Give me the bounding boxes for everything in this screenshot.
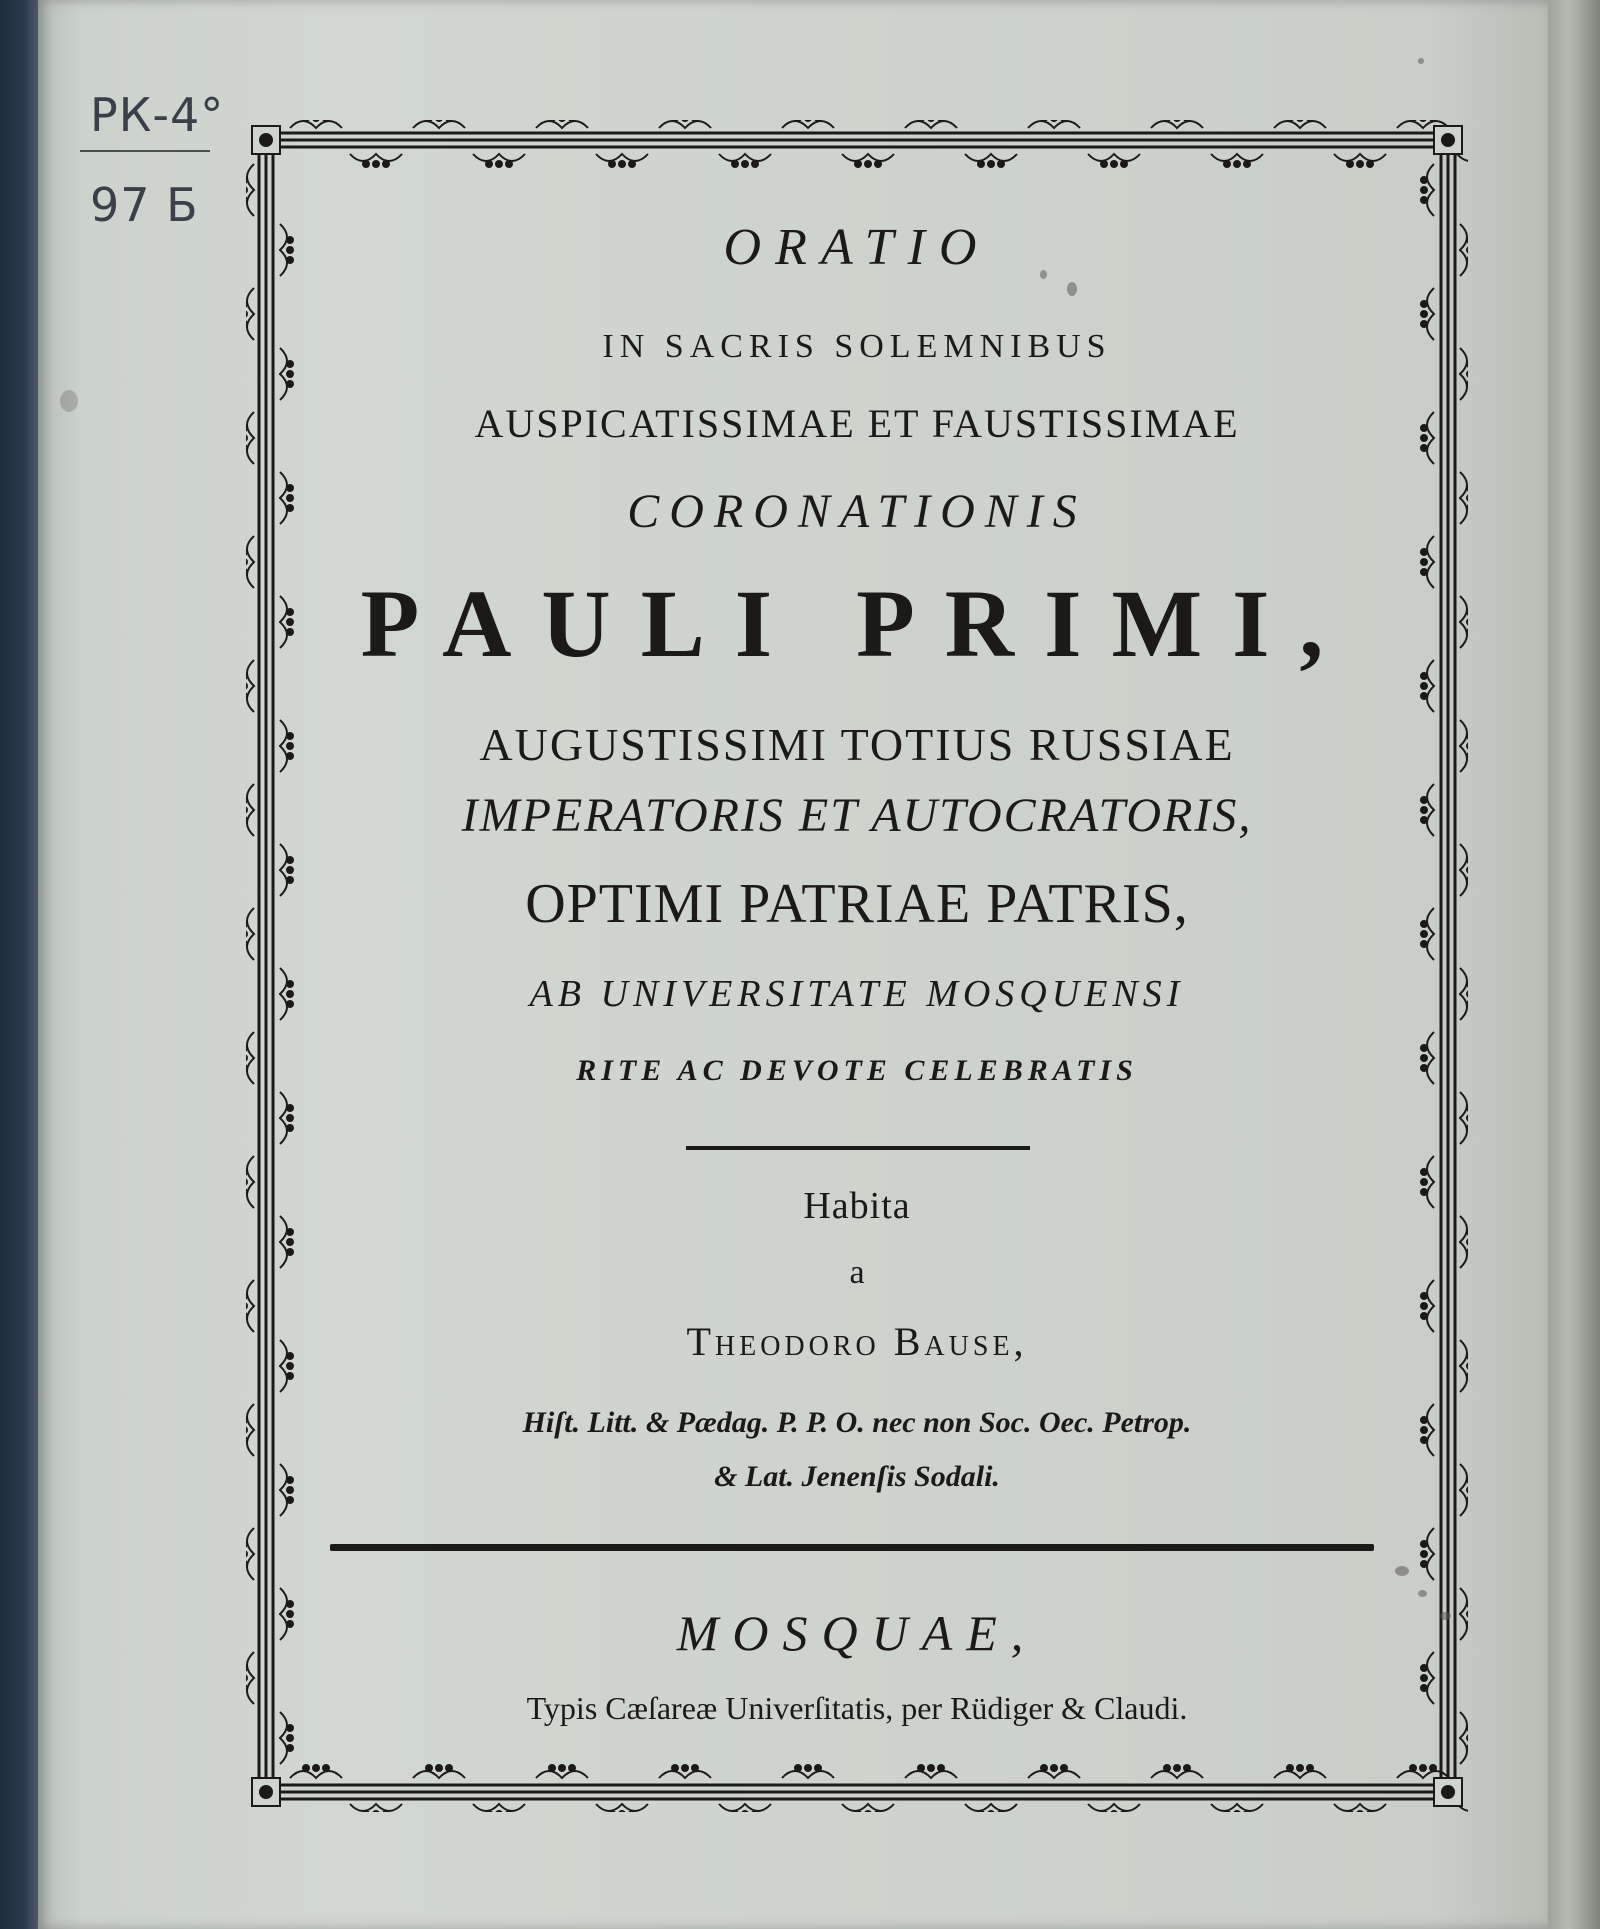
flower-bud-icon — [1466, 990, 1468, 998]
author-titles-line-2: & Lat. Jenenſis Sodali. — [714, 1460, 1000, 1493]
flower-ornament-icon — [247, 1404, 254, 1456]
short-divider-rule — [686, 1146, 1030, 1150]
flower-bud-icon — [246, 1426, 248, 1434]
corner-rosette-center-icon — [1441, 1785, 1455, 1799]
flower-ornament-icon — [1460, 472, 1467, 524]
flower-bud-icon — [246, 682, 248, 690]
flower-ornament-icon — [1460, 844, 1467, 896]
flower-ornament-icon — [247, 412, 254, 464]
shelf-mark-line-2: 97 Б — [90, 178, 199, 232]
subtitle-in-sacris: IN SACRIS SOLEMNIBUS — [602, 328, 1112, 365]
corner-rosette-center-icon — [259, 1785, 273, 1799]
flower-ornament-icon — [247, 164, 254, 216]
flower-ornament-icon — [247, 660, 254, 712]
subtitle-ab-universitate: AB UNIVERSITATE MOSQUENSI — [529, 973, 1185, 1015]
flower-ornament-icon — [1460, 1464, 1467, 1516]
shelf-mark-line-1: РК-4° — [90, 88, 225, 142]
subtitle-imperatoris: IMPERATORIS ET AUTOCRATORIS, — [461, 789, 1253, 842]
flower-bud-icon — [1466, 1114, 1468, 1122]
flower-bud-icon — [1466, 494, 1468, 502]
flower-bud-icon — [246, 1674, 248, 1682]
flower-ornament-icon — [1460, 596, 1467, 648]
flower-bud-icon — [1466, 866, 1468, 874]
flower-bud-icon — [1466, 1362, 1468, 1370]
subtitle-coronationis: CORONATIONIS — [627, 485, 1087, 538]
flower-bud-icon — [246, 1302, 248, 1310]
flower-ornament-icon — [1460, 968, 1467, 1020]
title-block — [280, 120, 1434, 1812]
subtitle-augustissimi: AUGUSTISSIMI TOTIUS RUSSIAE — [479, 719, 1235, 770]
flower-ornament-icon — [247, 1528, 254, 1580]
shelf-mark-rule — [80, 150, 210, 152]
flower-ornament-icon — [1460, 1092, 1467, 1144]
subtitle-optimi: OPTIMI PATRIAE PATRIS, — [525, 873, 1189, 935]
imprint-place: MOSQUAE, — [676, 1605, 1038, 1661]
flower-ornament-icon — [1460, 348, 1467, 400]
flower-ornament-icon — [247, 784, 254, 836]
flower-ornament-icon — [247, 288, 254, 340]
flower-ornament-icon — [247, 1156, 254, 1208]
flower-ornament-icon — [1460, 1712, 1467, 1764]
flower-bud-icon — [246, 558, 248, 566]
corner-rosette-center-icon — [1441, 133, 1455, 147]
preposition-a: a — [849, 1254, 865, 1291]
long-divider-rule — [330, 1544, 1374, 1551]
flower-bud-icon — [246, 186, 248, 194]
flower-ornament-icon — [1460, 1216, 1467, 1268]
flower-bud-icon — [1466, 370, 1468, 378]
flower-ornament-icon — [247, 1280, 254, 1332]
headline-pauli-primi: PAULI PRIMI, — [360, 570, 1354, 677]
flower-ornament-icon — [1460, 224, 1467, 276]
flower-bud-icon — [1466, 618, 1468, 626]
flower-bud-icon — [1466, 1610, 1468, 1618]
flower-bud-icon — [246, 1178, 248, 1186]
subtitle-rite: RITE AC DEVOTE CELEBRATIS — [576, 1054, 1138, 1087]
flower-ornament-icon — [247, 536, 254, 588]
flower-bud-icon — [1466, 1238, 1468, 1246]
flower-bud-icon — [246, 806, 248, 814]
flower-bud-icon — [1466, 1734, 1468, 1742]
imprint-printer: Typis Cæſareæ Univerſitatis, per Rüdiger & Claudi. — [526, 1690, 1188, 1726]
flower-bud-icon — [246, 1054, 248, 1062]
flower-bud-icon — [1466, 742, 1468, 750]
flower-bud-icon — [246, 434, 248, 442]
corner-rosette-center-icon — [259, 133, 273, 147]
page-edge — [1548, 0, 1600, 1929]
flower-bud-icon — [246, 1550, 248, 1558]
flower-ornament-icon — [1460, 1340, 1467, 1392]
flower-ornament-icon — [1460, 720, 1467, 772]
flower-bud-icon — [1466, 1486, 1468, 1494]
flower-bud-icon — [246, 930, 248, 938]
flower-bud-icon — [1466, 246, 1468, 254]
habita-label: Habita — [803, 1185, 911, 1227]
flower-ornament-icon — [1457, 154, 1468, 161]
subtitle-auspicatissimae: AUSPICATISSIMAE ET FAUSTISSIMAE — [474, 401, 1240, 446]
flower-ornament-icon — [247, 908, 254, 960]
flower-ornament-icon — [247, 1032, 254, 1084]
flower-ornament-icon — [247, 1652, 254, 1704]
title-oratio: ORATIO — [723, 219, 991, 276]
flower-ornament-icon — [1460, 1588, 1467, 1640]
author-titles-line-1: Hiſt. Litt. & Pædag. P. P. O. nec non Soc. Oec. Petrop. — [522, 1406, 1192, 1439]
flower-bud-icon — [246, 310, 248, 318]
author-name: Theodoro Bause, — [686, 1319, 1028, 1364]
